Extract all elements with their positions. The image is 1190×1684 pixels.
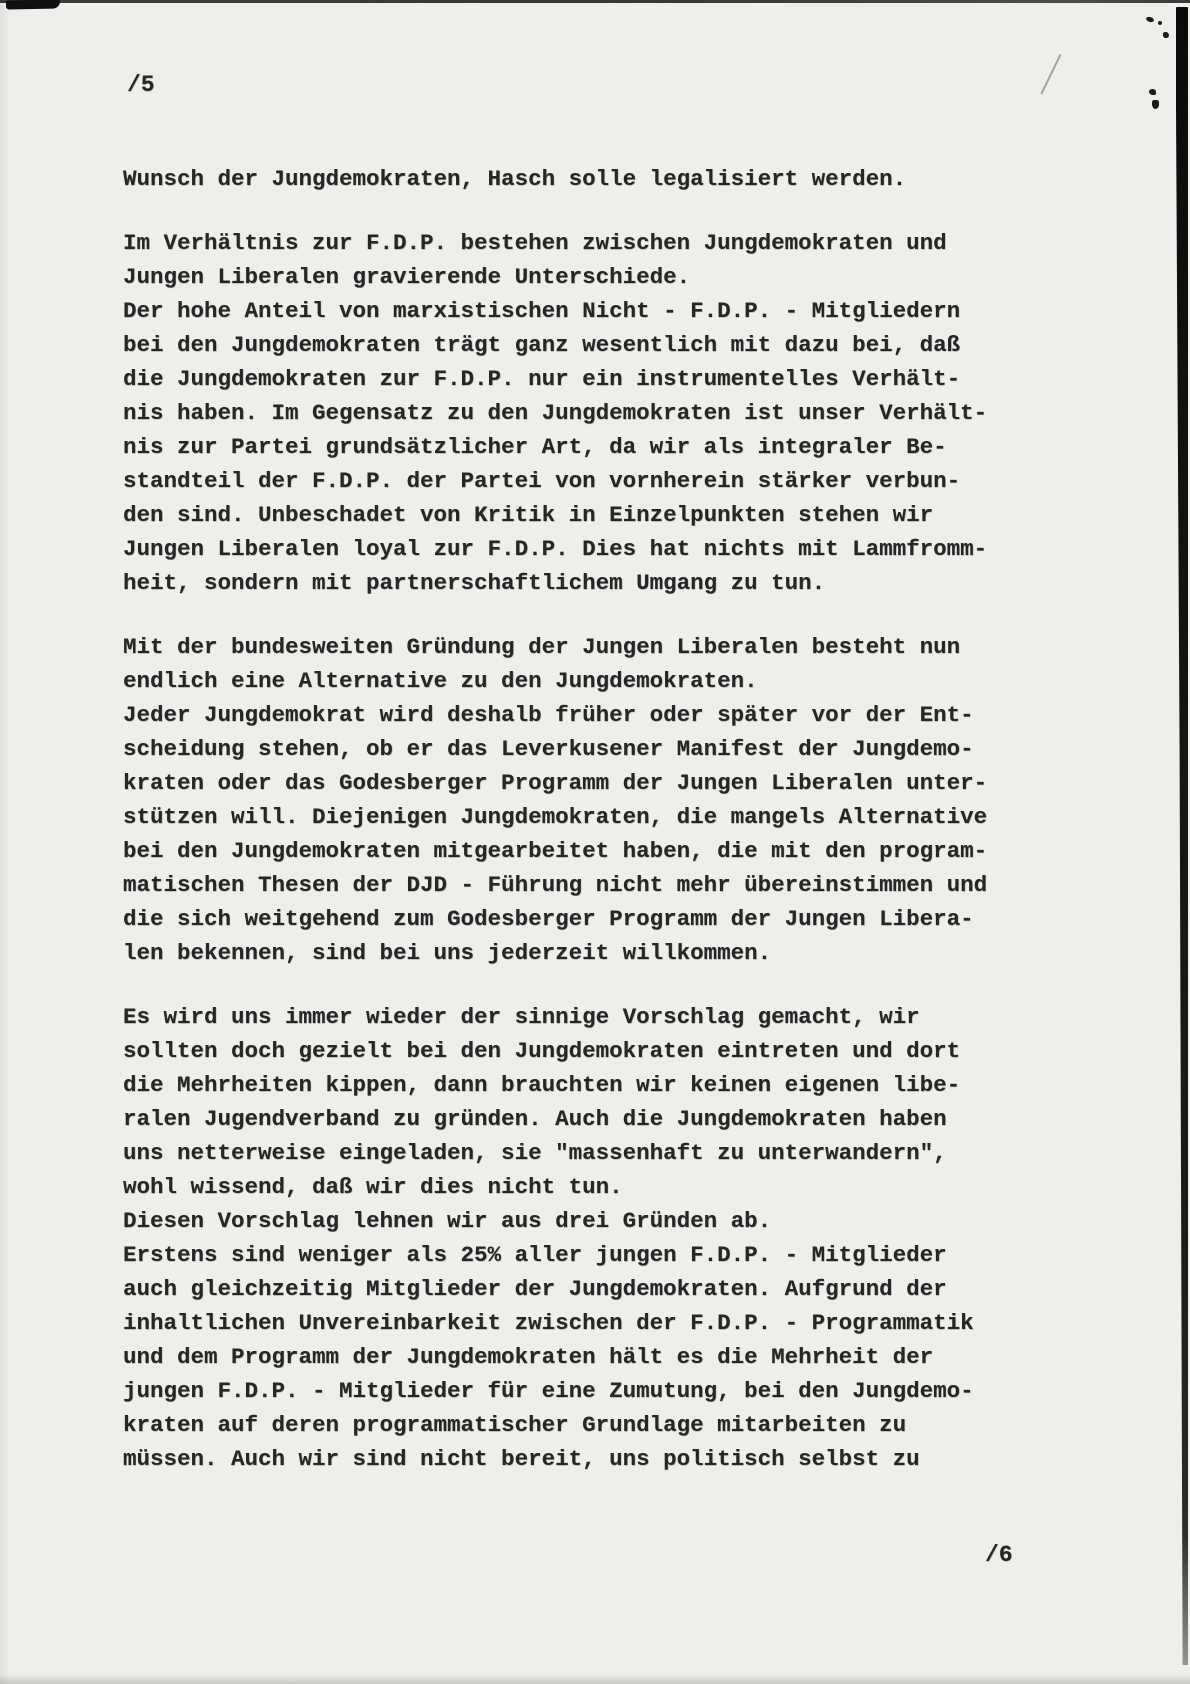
- text-line: die sich weitgehend zum Godesberger Programm der Jungen Libera-: [123, 906, 974, 932]
- text-line: standteil der F.D.P. der Partei von vornherein stärker verbun-: [123, 468, 961, 494]
- text-line: uns netterweise eingeladen, sie "massenhaft zu unterwandern",: [123, 1140, 947, 1166]
- text-line: endlich eine Alternative zu den Jungdemokraten.: [123, 668, 758, 694]
- page-number-bottom: /6: [985, 1542, 1013, 1568]
- scan-artifact-speck: [1149, 89, 1156, 95]
- text-line: stützen will. Diejenigen Jungdemokraten, die mangels Alternative: [123, 804, 988, 830]
- scan-artifact-top-edge: [0, 0, 1190, 3]
- scan-artifact-scratch: [1040, 54, 1061, 94]
- text-line: Es wird uns immer wieder der sinnige Vorschlag gemacht, wir: [123, 1004, 920, 1030]
- scan-artifact-left-shade: [0, 0, 10, 1684]
- text-line: nis haben. Im Gegensatz zu den Jungdemokraten ist unser Verhält-: [123, 400, 988, 426]
- text-line: und dem Programm der Jungdemokraten hält es die Mehrheit der: [123, 1344, 934, 1370]
- paragraph: [123, 1000, 1028, 1476]
- text-line: Mit der bundesweiten Gründung der Jungen Liberalen besteht nun: [123, 634, 961, 660]
- text-line: nis zur Partei grundsätzlicher Art, da wir als integraler Be-: [123, 434, 947, 460]
- text-line: Jungen Liberalen loyal zur F.D.P. Dies hat nichts mit Lammfromm-: [123, 536, 988, 562]
- text-line: heit, sondern mit partnerschaftlichem Umgang zu tun.: [123, 570, 826, 596]
- page-number-top: /5: [127, 72, 155, 98]
- scan-artifact-speck: [1145, 16, 1154, 23]
- paragraph: [123, 630, 1028, 970]
- text-line: matischen Thesen der DJD - Führung nicht mehr übereinstimmen und: [123, 872, 988, 898]
- scan-artifact-speck: [1158, 21, 1162, 25]
- text-line: sollten doch gezielt bei den Jungdemokraten eintreten und dort: [123, 1038, 961, 1064]
- text-line: bei den Jungdemokraten trägt ganz wesentlich mit dazu bei, daß: [123, 332, 961, 358]
- scan-artifact-right-bar: [1176, 7, 1188, 1665]
- text-body: [123, 162, 1028, 1506]
- paragraph: [123, 162, 1028, 196]
- text-line: wohl wissend, daß wir dies nicht tun.: [123, 1174, 623, 1200]
- text-line: die Mehrheiten kippen, dann brauchten wir keinen eigenen libe-: [123, 1072, 961, 1098]
- text-line: ralen Jugendverband zu gründen. Auch die Jungdemokraten haben: [123, 1106, 947, 1132]
- text-line: Jeder Jungdemokrat wird deshalb früher oder später vor der Ent-: [123, 702, 974, 728]
- text-line: die Jungdemokraten zur F.D.P. nur ein instrumentelles Verhält-: [123, 366, 961, 392]
- text-line: Jungen Liberalen gravierende Unterschiede.: [123, 264, 691, 290]
- scan-artifact-speck: [1163, 32, 1169, 38]
- text-line: Der hohe Anteil von marxistischen Nicht - F.D.P. - Mitgliedern: [123, 298, 961, 324]
- scan-artifact-bottom-shade: [0, 1674, 1190, 1684]
- text-line: Wunsch der Jungdemokraten, Hasch solle legalisiert werden.: [123, 166, 907, 192]
- scan-artifact-speck: [1152, 100, 1159, 109]
- text-line: den sind. Unbeschadet von Kritik in Einzelpunkten stehen wir: [123, 502, 934, 528]
- text-line: müssen. Auch wir sind nicht bereit, uns politisch selbst zu: [123, 1446, 920, 1472]
- text-line: Diesen Vorschlag lehnen wir aus drei Gründen ab.: [123, 1208, 772, 1234]
- text-line: jungen F.D.P. - Mitglieder für eine Zumutung, bei den Jungdemo-: [123, 1378, 974, 1404]
- text-line: scheidung stehen, ob er das Leverkusener Manifest der Jungdemo-: [123, 736, 974, 762]
- text-line: inhaltlichen Unvereinbarkeit zwischen der F.D.P. - Programmatik: [123, 1310, 974, 1336]
- text-line: kraten oder das Godesberger Programm der Jungen Liberalen unter-: [123, 770, 988, 796]
- text-line: kraten auf deren programmatischer Grundlage mitarbeiten zu: [123, 1412, 907, 1438]
- text-line: auch gleichzeitig Mitglieder der Jungdemokraten. Aufgrund der: [123, 1276, 947, 1302]
- text-line: bei den Jungdemokraten mitgearbeitet haben, die mit den program-: [123, 838, 988, 864]
- text-line: len bekennen, sind bei uns jederzeit willkommen.: [123, 940, 772, 966]
- scan-artifact-corner-blob: [6, 0, 60, 10]
- text-line: Erstens sind weniger als 25% aller jungen F.D.P. - Mitglieder: [123, 1242, 947, 1268]
- paragraph: [123, 226, 1028, 600]
- text-line: Im Verhältnis zur F.D.P. bestehen zwischen Jungdemokraten und: [123, 230, 947, 256]
